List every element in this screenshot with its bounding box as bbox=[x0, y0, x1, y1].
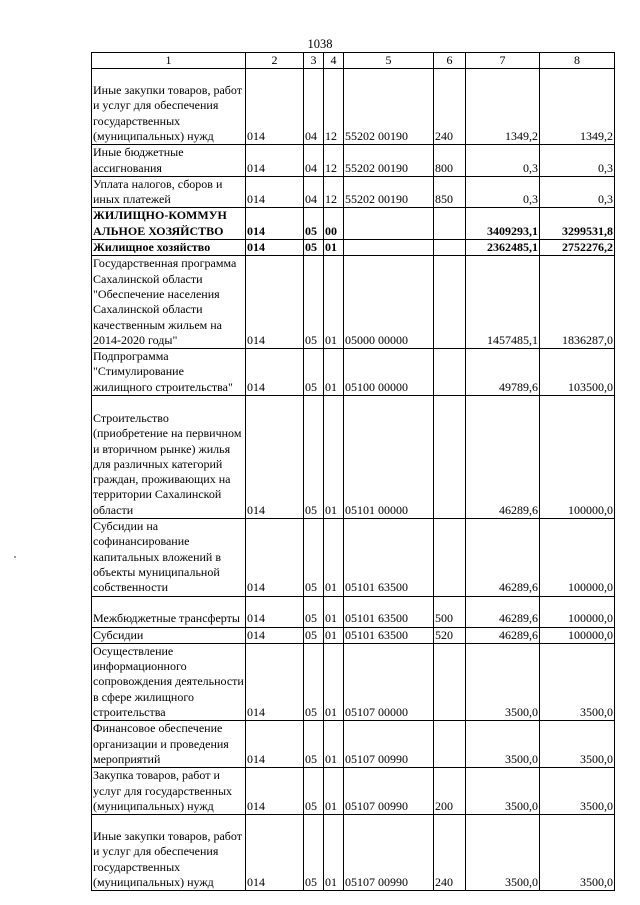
expense-type-cell bbox=[434, 396, 466, 519]
section-cell: 05 bbox=[304, 643, 324, 720]
amount-year2-cell: 100000,0 bbox=[540, 627, 615, 643]
amount-year1-cell: 46289,6 bbox=[466, 519, 540, 596]
target-article-cell: 55202 00190 bbox=[344, 145, 434, 177]
ministry-code-cell: 014 bbox=[246, 256, 304, 349]
section-cell: 05 bbox=[304, 519, 324, 596]
target-article-cell bbox=[344, 208, 434, 240]
col-header-7: 7 bbox=[466, 53, 540, 69]
col-header-8: 8 bbox=[540, 53, 615, 69]
ministry-code-cell: 014 bbox=[246, 768, 304, 815]
row-name-cell: Уплата налогов, сборов и иных платежей bbox=[92, 176, 246, 208]
section-cell: 05 bbox=[304, 768, 324, 815]
amount-year1-cell: 46289,6 bbox=[466, 596, 540, 627]
row-name-cell: Государственная программа Сахалинской области "Обеспечение населения Сахалинской области качественным жильем на 2014-2020 годы" bbox=[92, 256, 246, 349]
row-name-cell: Строительство (приобретение на первичном и вторичном рынке) жилья для различных категорий граждан, проживающих на территории Сахалинской области bbox=[92, 396, 246, 519]
amount-year2-cell: 100000,0 bbox=[540, 396, 615, 519]
subsection-cell: 01 bbox=[324, 768, 344, 815]
row-name-cell: Осуществление информационного сопровождения деятельности в сфере жилищного строительства bbox=[93, 643, 244, 720]
section-cell: 04 bbox=[304, 176, 324, 208]
subsection-cell: 00 bbox=[324, 208, 344, 240]
scan-dot bbox=[14, 556, 16, 558]
table-row bbox=[92, 69, 615, 145]
ministry-code-cell: 014 bbox=[246, 349, 304, 396]
subsection-cell: 01 bbox=[324, 643, 344, 720]
ministry-code-cell: 014 bbox=[246, 176, 304, 208]
ministry-code-cell: 014 bbox=[246, 69, 304, 145]
ministry-code-cell: 014 bbox=[246, 208, 304, 240]
expense-type-cell: 200 bbox=[434, 768, 466, 815]
section-cell: 05 bbox=[304, 721, 324, 768]
section-cell: 05 bbox=[304, 256, 324, 349]
expense-type-cell: 850 bbox=[434, 176, 466, 208]
section-cell: 05 bbox=[304, 627, 324, 643]
target-article-cell: 05100 00000 bbox=[344, 349, 434, 396]
row-name-cell: Иные закупки товаров, работ и услуг для обеспечения государственных (муниципальных) нужд bbox=[92, 69, 246, 145]
expense-type-cell bbox=[434, 349, 466, 396]
table-row bbox=[92, 815, 615, 891]
amount-year1-cell: 2362485,1 bbox=[466, 240, 540, 256]
section-cell: 05 bbox=[304, 349, 324, 396]
ministry-code-cell: 014 bbox=[246, 643, 304, 720]
row-name-cell: Межбюджетные трансферты bbox=[92, 596, 246, 627]
row-name-cell: Иные закупки товаров, работ и услуг для обеспечения государственных (муниципальных) нужд bbox=[92, 815, 246, 891]
amount-year2-cell: 1836287,0 bbox=[540, 256, 615, 349]
expense-type-cell: 240 bbox=[434, 815, 466, 891]
table-row bbox=[92, 519, 615, 596]
amount-year2-cell: 2752276,2 bbox=[540, 240, 615, 256]
expense-type-cell bbox=[434, 256, 466, 349]
target-article-cell: 05107 00990 bbox=[344, 815, 434, 891]
amount-year1-cell: 46289,6 bbox=[466, 627, 540, 643]
col-header-3: 3 bbox=[304, 53, 324, 69]
amount-year1-cell: 3500,0 bbox=[466, 815, 540, 891]
page-number: 1038 bbox=[307, 37, 333, 51]
amount-year1-cell: 3500,0 bbox=[466, 768, 540, 815]
row-name-cell: Субсидии на софинансирование капитальных вложений в объекты муниципальной собственности bbox=[92, 519, 246, 596]
table-row bbox=[92, 643, 615, 720]
amount-year2-cell: 3500,0 bbox=[540, 768, 615, 815]
expense-type-cell bbox=[434, 208, 466, 240]
row-name-cell: Иные бюджетные ассигнования bbox=[92, 145, 246, 177]
section-cell: 04 bbox=[304, 145, 324, 177]
section-cell: 05 bbox=[304, 596, 324, 627]
col-header-4: 4 bbox=[324, 53, 344, 69]
target-article-cell: 05101 00000 bbox=[344, 396, 434, 519]
target-article-cell: 55202 00190 bbox=[344, 69, 434, 145]
col-header-1: 1 bbox=[92, 53, 246, 69]
table-row bbox=[92, 145, 615, 177]
amount-year2-cell: 3500,0 bbox=[540, 643, 615, 720]
subsection-cell: 01 bbox=[324, 519, 344, 596]
table-row bbox=[92, 596, 615, 627]
target-article-cell: 05107 00000 bbox=[344, 643, 434, 720]
amount-year2-cell: 1349,2 bbox=[540, 69, 615, 145]
budget-table bbox=[91, 52, 615, 891]
ministry-code-cell: 014 bbox=[246, 721, 304, 768]
table-row bbox=[92, 208, 615, 240]
expense-type-cell: 240 bbox=[434, 69, 466, 145]
subsection-cell: 01 bbox=[324, 627, 344, 643]
table-row bbox=[92, 627, 615, 643]
amount-year1-cell: 0,3 bbox=[466, 145, 540, 177]
ministry-code-cell: 014 bbox=[246, 519, 304, 596]
amount-year1-cell: 1457485,1 bbox=[466, 256, 540, 349]
col-header-2: 2 bbox=[246, 53, 304, 69]
ministry-code-cell: 014 bbox=[246, 627, 304, 643]
expense-type-cell: 520 bbox=[434, 627, 466, 643]
subsection-cell: 01 bbox=[324, 349, 344, 396]
col-header-6: 6 bbox=[434, 53, 466, 69]
subsection-cell: 12 bbox=[324, 145, 344, 177]
table-row bbox=[92, 721, 615, 768]
header-row bbox=[92, 53, 615, 69]
ministry-code-cell: 014 bbox=[246, 815, 304, 891]
subsection-cell: 01 bbox=[324, 256, 344, 349]
subsection-cell: 12 bbox=[324, 176, 344, 208]
row-name-cell: Подпрограмма "Стимулирование жилищного строительства" bbox=[92, 349, 246, 396]
expense-type-cell bbox=[434, 519, 466, 596]
subsection-cell: 01 bbox=[324, 596, 344, 627]
target-article-cell: 55202 00190 bbox=[344, 176, 434, 208]
target-article-cell: 05107 00990 bbox=[344, 721, 434, 768]
target-article-cell: 05101 63500 bbox=[344, 519, 434, 596]
target-article-cell: 05000 00000 bbox=[344, 256, 434, 349]
row-name-cell: ЖИЛИЩНО-КОММУН АЛЬНОЕ ХОЗЯЙСТВО bbox=[92, 208, 246, 240]
amount-year2-cell: 0,3 bbox=[540, 176, 615, 208]
table-row bbox=[92, 256, 615, 349]
row-name-cell: Закупка товаров, работ и услуг для государственных (муниципальных) нужд bbox=[92, 768, 246, 815]
row-name-cell: Жилищное хозяйство bbox=[92, 240, 246, 256]
expense-type-cell: 800 bbox=[434, 145, 466, 177]
amount-year2-cell: 100000,0 bbox=[540, 596, 615, 627]
table-row bbox=[92, 176, 615, 208]
ministry-code-cell: 014 bbox=[246, 145, 304, 177]
subsection-cell: 01 bbox=[324, 721, 344, 768]
amount-year1-cell: 46289,6 bbox=[466, 396, 540, 519]
amount-year1-cell: 3500,0 bbox=[466, 721, 540, 768]
target-article-cell bbox=[344, 240, 434, 256]
amount-year2-cell: 0,3 bbox=[540, 145, 615, 177]
target-article-cell: 05107 00990 bbox=[344, 768, 434, 815]
amount-year2-cell: 3500,0 bbox=[540, 815, 615, 891]
table-row bbox=[92, 768, 615, 815]
subsection-cell: 12 bbox=[324, 69, 344, 145]
ministry-code-cell: 014 bbox=[246, 240, 304, 256]
amount-year2-cell: 103500,0 bbox=[540, 349, 615, 396]
amount-year2-cell: 3500,0 bbox=[540, 721, 615, 768]
target-article-cell: 05101 63500 bbox=[344, 627, 434, 643]
section-cell: 05 bbox=[304, 208, 324, 240]
expense-type-cell bbox=[434, 721, 466, 768]
col-header-5: 5 bbox=[344, 53, 434, 69]
expense-type-cell bbox=[434, 643, 466, 720]
section-cell: 05 bbox=[304, 240, 324, 256]
target-article-cell: 05101 63500 bbox=[344, 596, 434, 627]
expense-type-cell: 500 bbox=[434, 596, 466, 627]
row-name-cell: Финансовое обеспечение организации и проведения мероприятий bbox=[92, 721, 246, 768]
table-row bbox=[92, 349, 615, 396]
subsection-cell: 01 bbox=[324, 396, 344, 519]
amount-year1-cell: 3409293,1 bbox=[466, 208, 540, 240]
amount-year1-cell: 1349,2 bbox=[466, 69, 540, 145]
subsection-cell: 01 bbox=[324, 240, 344, 256]
expense-type-cell bbox=[434, 240, 466, 256]
row-name-cell: Субсидии bbox=[92, 627, 246, 643]
subsection-cell: 01 bbox=[324, 815, 344, 891]
amount-year2-cell: 3299531,8 bbox=[540, 208, 615, 240]
table-row bbox=[92, 396, 615, 519]
amount-year1-cell: 3500,0 bbox=[466, 643, 540, 720]
amount-year1-cell: 49789,6 bbox=[466, 349, 540, 396]
section-cell: 05 bbox=[304, 396, 324, 519]
amount-year2-cell: 100000,0 bbox=[540, 519, 615, 596]
section-cell: 05 bbox=[304, 815, 324, 891]
ministry-code-cell: 014 bbox=[246, 396, 304, 519]
amount-year1-cell: 0,3 bbox=[466, 176, 540, 208]
ministry-code-cell: 014 bbox=[246, 596, 304, 627]
section-cell: 04 bbox=[304, 69, 324, 145]
table-row bbox=[92, 240, 615, 256]
